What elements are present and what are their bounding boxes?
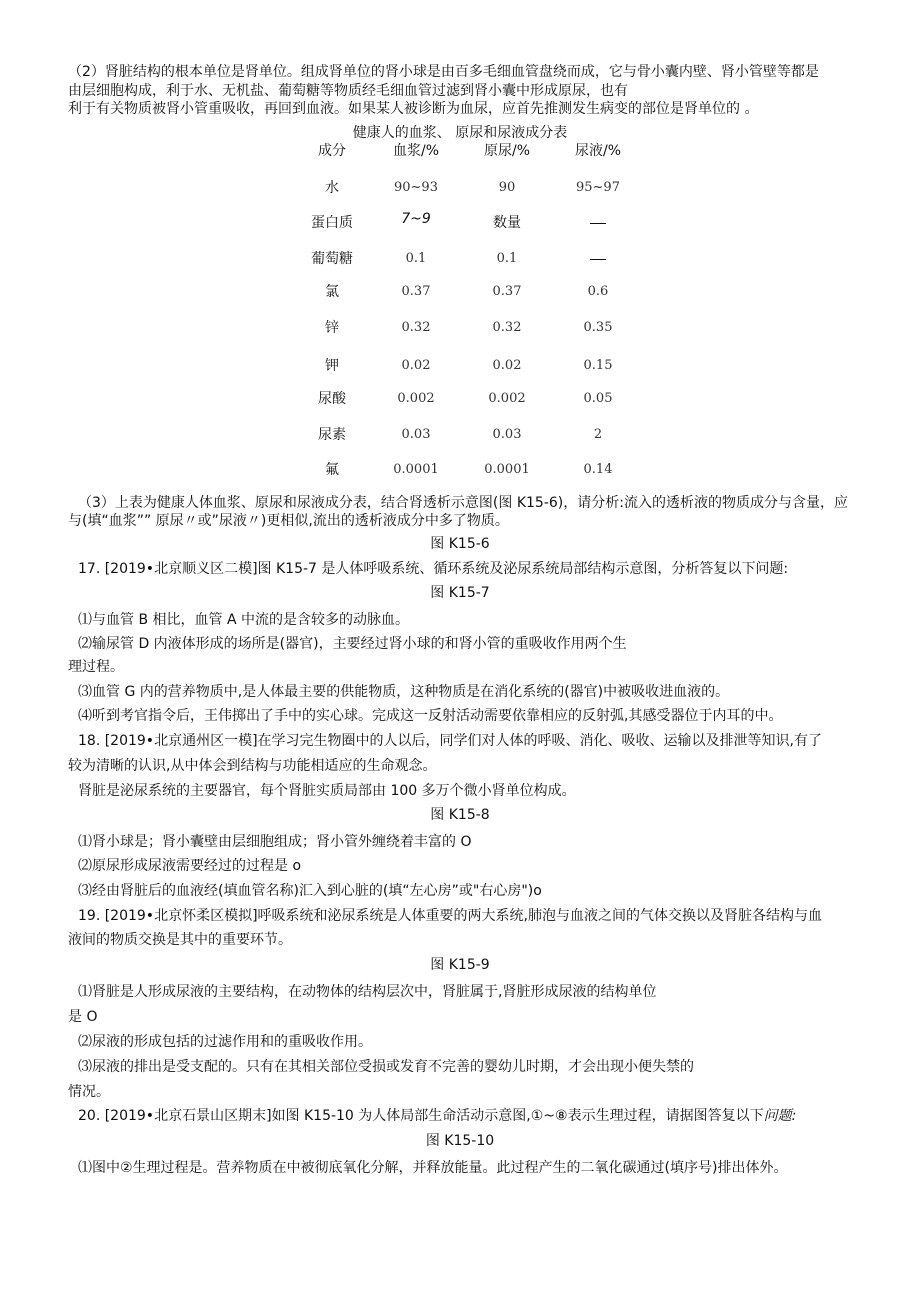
table-cell: 0.15 <box>583 358 613 373</box>
table-header-cell: 成分 <box>318 143 346 159</box>
question-19-stem-1: 19. [2019•北京怀柔区模拟]呼吸系统和泌尿系统是人体重要的两大系统,肺泡与血液之间的气体交换以及肾脏各结构与血 <box>78 908 822 924</box>
table-cell: 数量 <box>493 215 521 231</box>
figure-caption-k15-6: 图 K15-6 <box>430 536 490 552</box>
table-cell: 0.32 <box>401 320 431 335</box>
paragraph-2-line-3: 利于有关物质被肾小管重吸收，再回到血液。如果某人被诊断为血尿，应首先推测发生病变的部位是肾单位的 。 <box>68 101 759 117</box>
question-18-part-3: ⑶经由肾脏后的血液经(填血管名称)汇入到心脏的(填“左心房”或"右心房")o <box>78 883 542 899</box>
question-18-stem-3: 肾脏是泌尿系统的主要器官，每个肾脏实质局部由 100 多万个微小肾单位构成。 <box>78 783 576 799</box>
table-row-label: 蛋白质 <box>311 215 353 231</box>
table-row-label: 锌 <box>325 320 339 336</box>
figure-caption-k15-9: 图 K15-9 <box>430 957 490 973</box>
question-18-part-2: ⑵原尿形成尿液需要经过的过程是 o <box>78 858 302 874</box>
question-17-part-4: ⑷听到考官指令后，王伟掷出了手中的实心球。完成这一反射活动需要依靠相应的反射弧,其感受器位于内耳的中。 <box>78 708 783 724</box>
paragraph-3-line-2: 与(填“血浆”” 原尿〃或”尿液〃)更相似,流出的透析液成分中多了物质。 <box>68 513 509 529</box>
table-cell: 0.03 <box>401 427 431 442</box>
dash-mark <box>590 223 606 224</box>
table-cell: 95~97 <box>576 180 620 195</box>
paragraph-2-line-2: 由层细胞构成，利于水、无机盐、葡萄糖等物质经毛细血管过滤到肾小囊中形成原尿，也有 <box>68 83 628 99</box>
table-row-label: 葡萄糖 <box>311 251 353 267</box>
table-row-label: 尿酸 <box>318 391 346 407</box>
table-header-cell: 原尿/% <box>483 143 531 159</box>
table-cell: 0.0001 <box>484 462 530 477</box>
table-cell: 2 <box>593 427 603 442</box>
table-row-label: 尿素 <box>318 427 346 443</box>
figure-caption-k15-7: 图 K15-7 <box>430 585 490 601</box>
question-17-stem: 17. [2019•北京顺义区二模]图 K15-7 是人体呼吸系统、循环系统及泌尿系统局部结构示意图，分析答复以下问题: <box>78 561 789 577</box>
table-cell: 0.05 <box>583 391 613 406</box>
table-row-label: 氯 <box>325 284 339 300</box>
question-19-part-2: ⑵尿液的形成包括的过滤作用和的重吸收作用。 <box>78 1034 372 1050</box>
table-cell: 0.002 <box>488 391 526 406</box>
table-cell: 0.37 <box>492 284 522 299</box>
table-cell: 0.6 <box>587 284 609 299</box>
table-cell: 0.32 <box>492 320 522 335</box>
table-cell: 7~9 <box>401 211 431 227</box>
question-17-part-1: ⑴与血管 B 相比，血管 A 中流的是含较多的动脉血。 <box>78 612 409 628</box>
table-cell <box>538 213 658 233</box>
question-18-stem-1: 18. [2019•北京通州区一模]在学习完生物圈中的人以后，同学们对人体的呼吸、消化、吸收、运输以及排泄等知识,有了 <box>78 733 822 749</box>
table-cell: 0.14 <box>583 462 613 477</box>
table-cell: 0.03 <box>492 427 522 442</box>
table-title: 健康人的血浆、 原尿和尿液成分表 <box>352 125 568 141</box>
question-18-stem-2: 较为清晰的认识,从中体会到结构与功能相适应的生命观念。 <box>68 758 437 774</box>
table-cell <box>538 249 658 269</box>
table-cell: 0.02 <box>492 358 522 373</box>
paragraph-2-line-1: （2）肾脏结构的根本单位是肾单位。组成肾单位的肾小球是由百多毛细血管盘绕而成，它与骨小囊内壁、肾小管壁等都是 <box>68 64 819 80</box>
question-19-part-1b: 是 O <box>68 1009 98 1025</box>
question-20-stem <box>78 1106 796 1126</box>
question-19-part-3a: ⑶尿液的排出是受支配的。只有在其相关部位受损或发育不完善的婴幼儿时期，才会出现小便失禁的 <box>78 1059 694 1075</box>
figure-caption-k15-10: 图 K15-10 <box>425 1133 495 1149</box>
table-cell: 0.002 <box>397 391 435 406</box>
table-header-cell: 血浆/% <box>392 143 440 159</box>
paragraph-3-line-1: （3）上表为健康人体血浆、原尿和尿液成分表，结合肾透析示意图(图 K15-6)，请分析:流入的透析液的物质成分与含量，应 <box>78 495 848 511</box>
table-cell: 90 <box>498 180 516 195</box>
question-20-part-1: ⑴图中②生理过程是。营养物质在中被彻底氧化分解，并释放能量。此过程产生的二氧化碳通过(填序号)排出体外。 <box>78 1160 788 1176</box>
question-19-part-1a: ⑴肾脏是人形成尿液的主要结构，在动物体的结构层次中，肾脏属于,肾脏形成尿液的结构单位 <box>78 984 657 1000</box>
question-19-part-3b: 情况。 <box>68 1084 110 1100</box>
question-19-stem-2: 液间的物质交换是其中的重要环节。 <box>68 932 292 948</box>
dash-mark <box>590 259 606 260</box>
figure-caption-k15-8: 图 K15-8 <box>430 807 490 823</box>
table-header-cell: 尿液/% <box>574 143 622 159</box>
composition-table <box>0 0 920 480</box>
question-20-stem-main: 20. [2019•北京石景山区期末]如图 K15-10 为人体局部生命活动示意图,①~⑧表示生理过程，请据图答复以下 <box>78 1108 764 1124</box>
question-17-part-3: ⑶血管 G 内的营养物质中,是人体最主要的供能物质，这种物质是在消化系统的(器官)中被吸收进血液的。 <box>78 684 730 700</box>
table-cell: 0.37 <box>401 284 431 299</box>
table-cell: 0.0001 <box>393 462 439 477</box>
question-17-part-2a: ⑵输尿管 D 内液体形成的场所是(器官)，主要经过肾小球的和肾小管的重吸收作用两个生 <box>78 636 627 652</box>
table-cell: 0.02 <box>401 358 431 373</box>
table-cell: 0.35 <box>583 320 613 335</box>
table-cell: 0.1 <box>496 251 518 266</box>
table-cell: 0.1 <box>405 251 427 266</box>
question-17-part-2b: 理过程。 <box>68 659 124 675</box>
question-18-part-1: ⑴肾小球是；肾小囊壁由层细胞组成；肾小管外缠绕着丰富的 O <box>78 834 472 850</box>
question-20-stem-tail: 问题: <box>763 1108 797 1124</box>
table-row-label: 水 <box>325 180 339 196</box>
table-row-label: 氟 <box>325 462 339 478</box>
table-row-label: 钾 <box>325 358 339 374</box>
table-cell: 90~93 <box>394 180 438 195</box>
